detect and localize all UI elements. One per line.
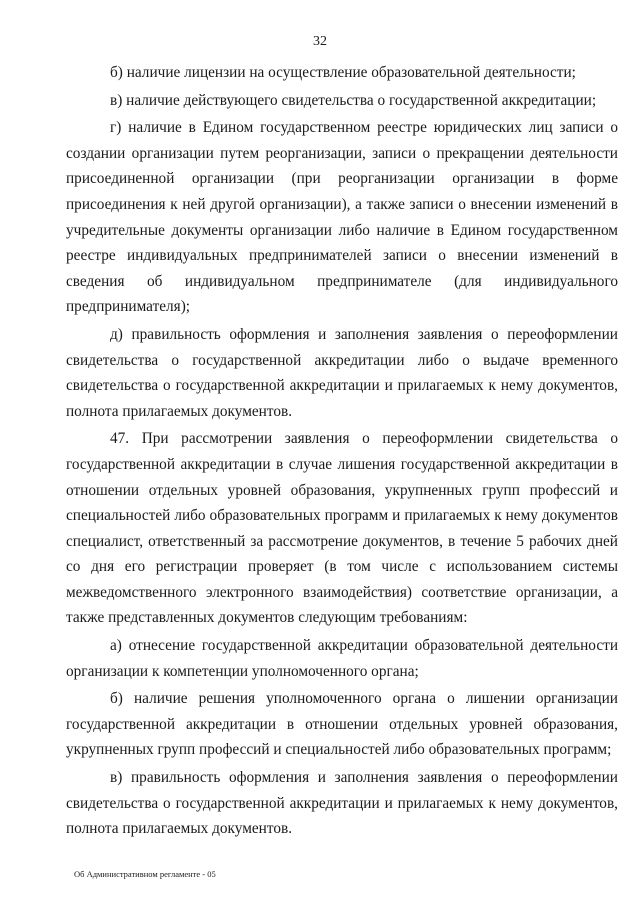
document-body	[66, 60, 618, 842]
paragraph-v-certificate: в) наличие действующего свидетельства о государственной аккредитации;	[110, 91, 597, 109]
footer-note: Об Административном регламенте - 05	[74, 869, 216, 879]
paragraph-b-decision: б) наличие решения уполномоченного органа о лишении организации государственной аккредитации в отношении отдельных уровней образования, укрупненных групп профессий и специальностей либо образовательных программ;	[66, 690, 618, 759]
paragraph-v-application: в) правильность оформления и заполнения заявления о переоформлении свидетельства о государственной аккредитации и прилагаемых к нему документов, полнота прилагаемых документов.	[66, 769, 618, 838]
paragraph-d-application: д) правильность оформления и заполнения заявления о переоформлении свидетельства о государственной аккредитации либо о выдаче временного свидетельства о государственной аккредитации и прилагаемых к нему документов, полнота прилагаемых документов.	[66, 325, 618, 420]
page-number: 32	[313, 34, 327, 49]
paragraph-47: 47. При рассмотрении заявления о переоформлении свидетельства о государственной аккредитации в случае лишения государственной аккредитации в отношении отдельных уровней образования, укрупненных групп профессий и специальностей либо образовательных программ и прилагаемых к нему документов специалист, ответственный за рассмотрение документов, в течение 5 рабочих дней со дня его регистрации проверяет (в том числе с использованием системы межведомственного электронного взаимодействия) соответствие организации, а также представленных документов следующим требованиям:	[66, 430, 618, 627]
paragraph-g-registry: г) наличие в Едином государственном реестре юридических лиц записи о создании организации путем реорганизации, записи о прекращении деятельности присоединенной организации (при реорганизации организации в форме присоединения к ней другой организации), а также записи о внесении изменений в учредительные документы организации либо наличие в Едином государственном реестре индивидуальных предпринимателей записи о внесении изменений в сведения об индивидуальном предпринимателе (для индивидуального предпринимателя);	[66, 119, 618, 316]
paragraph-b-license: б) наличие лицензии на осуществление образовательной деятельности;	[110, 64, 576, 81]
paragraph-a-competence: а) отнесение государственной аккредитации образовательной деятельности организации к компетенции уполномоченного органа;	[66, 637, 618, 680]
